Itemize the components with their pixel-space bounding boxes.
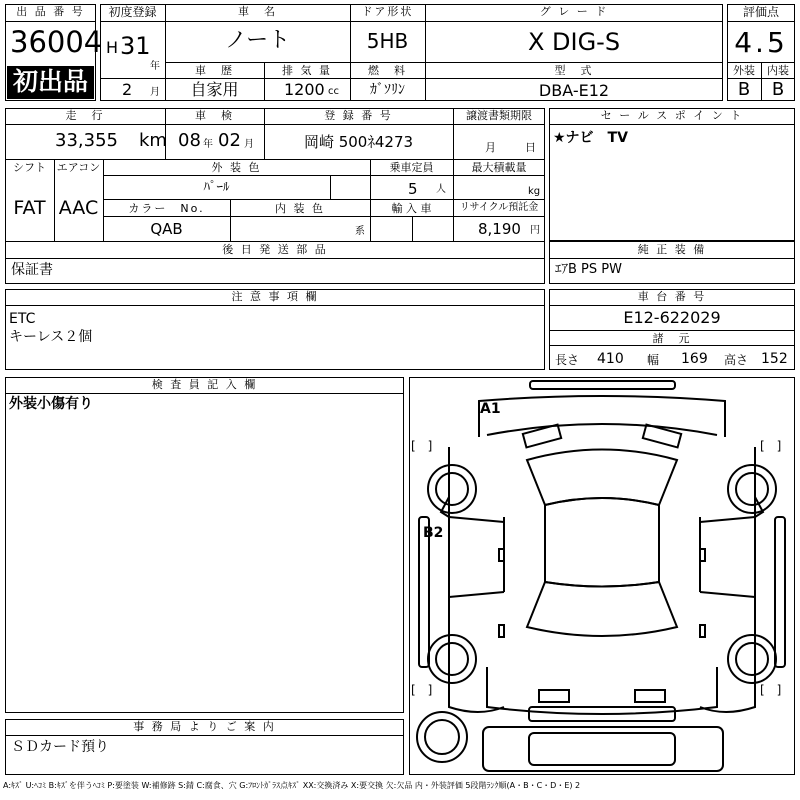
chassis-number: E12-622029 xyxy=(623,308,721,327)
transfer-month: 月 xyxy=(485,141,496,154)
first-listing-text: 初出品 xyxy=(12,67,88,96)
genuine-text: ｴｱB PS PW xyxy=(555,262,622,277)
first-reg-year: 31 xyxy=(120,32,151,60)
bracket-right-top: [ ] xyxy=(760,439,782,453)
displacement-unit: cc xyxy=(328,86,339,97)
recycle-unit: 円 xyxy=(530,225,540,236)
sales-point-label: セ ー ル ス ポ イ ン ト xyxy=(600,109,744,122)
genuine-label: 純 正 装 備 xyxy=(637,243,707,256)
office-text: ＳＤカード預り xyxy=(11,739,109,755)
length-label: 長さ xyxy=(555,353,580,367)
capacity: 5 xyxy=(408,180,418,198)
bracket-right-bottom: [ ] xyxy=(760,683,782,697)
mark-a1: A1 xyxy=(480,401,501,417)
damage-legend: A:ｷｽﾞ U:ﾍｺﾐ B:ｷｽﾞを伴うﾍｺﾐ P:要塗装 W:補修跡 S:錆 C:腐食、穴 G:ﾌﾛﾝﾄｶﾞﾗｽ点ｷｽﾞ XX:交換済み X:要交換 欠:欠品 内・外装評価 5段階ﾗﾝｸ順(A・B・C・D・E) 2 xyxy=(3,781,581,790)
door: 5HB xyxy=(366,29,409,53)
specs-label: 諸 元 xyxy=(652,332,692,345)
fuel: ｶﾞｿﾘﾝ xyxy=(370,82,405,98)
mileage: 33,355 xyxy=(55,130,118,151)
notes-line-2: キーレス２個 xyxy=(9,329,93,345)
height-label: 高さ xyxy=(724,353,749,367)
notes-label: 注 意 事 項 欄 xyxy=(231,290,319,303)
era: H xyxy=(106,38,119,57)
color-no: QAB xyxy=(150,220,183,238)
grade-label: グ レ ー ド xyxy=(539,5,609,18)
ac: AAC xyxy=(58,197,99,219)
displacement: 1200 xyxy=(284,80,325,99)
load-label: 最大積載量 xyxy=(471,161,527,174)
interior-grade: B xyxy=(771,79,785,100)
ext-color: ﾊﾟｰﾙ xyxy=(203,180,230,195)
mileage-unit: km xyxy=(139,130,167,151)
score: 4.5 xyxy=(734,26,788,59)
history: 自家用 xyxy=(190,80,239,99)
lot-number: 36004 xyxy=(10,25,103,59)
later-parts-text: 保証書 xyxy=(11,262,53,278)
bracket-left-top: [ ] xyxy=(411,439,433,453)
exterior-grade: B xyxy=(737,79,751,100)
office-label: 事 務 局 よ り ご 案 内 xyxy=(133,720,276,733)
history-label: 車 歴 xyxy=(195,64,234,77)
inspector-label: 検 査 員 記 入 欄 xyxy=(151,378,258,391)
height: 152 xyxy=(761,351,788,367)
year-unit: 年 xyxy=(150,61,160,72)
plate-label: 登 録 番 号 xyxy=(324,109,393,122)
interior-label: 内装 xyxy=(767,64,789,77)
inspector-text: 外装小傷有り xyxy=(9,396,93,412)
color-no-label: カラー No. xyxy=(128,202,205,215)
recycle: 8,190 xyxy=(478,220,521,238)
shift: FAT xyxy=(13,197,46,219)
width-label: 幅 xyxy=(647,353,660,367)
shift-label: シフト xyxy=(13,161,46,174)
capacity-unit: 人 xyxy=(436,184,446,195)
month-unit: 月 xyxy=(150,87,160,98)
sales-point-box xyxy=(549,108,795,241)
door-label: ドア形状 xyxy=(361,5,414,18)
load-unit: kg xyxy=(528,186,541,197)
bracket-left-bottom: [ ] xyxy=(411,683,433,697)
inspection-year: 08 xyxy=(178,130,201,151)
length: 410 xyxy=(597,351,624,367)
notes-line-1: ETC xyxy=(9,311,36,327)
inspector-box xyxy=(5,377,404,713)
int-color-label: 内 装 色 xyxy=(275,202,325,215)
transfer-label: 譲渡書類期限 xyxy=(466,109,532,122)
model: DBA-E12 xyxy=(538,81,610,100)
chassis-label: 車 台 番 号 xyxy=(637,290,707,303)
inspection-month: 02 xyxy=(218,130,241,151)
lot-label: 出 品 番 号 xyxy=(16,5,85,18)
inspection-year-unit: 年 xyxy=(203,139,213,150)
mileage-label: 走 行 xyxy=(65,109,105,122)
inspection-month-unit: 月 xyxy=(244,139,254,150)
grade: X DIG-S xyxy=(527,28,621,56)
ac-label: エアコン xyxy=(56,161,101,174)
capacity-label: 乗車定員 xyxy=(389,161,434,174)
int-color-suffix: 系 xyxy=(355,226,365,237)
model-label: 型 式 xyxy=(554,64,594,77)
score-label: 評価点 xyxy=(742,5,779,19)
car-outline-diagram xyxy=(409,377,795,775)
import-label: 輸 入 車 xyxy=(391,202,432,215)
car-name: ノート xyxy=(224,28,291,53)
sales-point-text: ★ナビ TV xyxy=(553,130,628,146)
car-name-label: 車 名 xyxy=(238,5,277,18)
recycle-label: リサイクル預託金 xyxy=(459,202,539,213)
width: 169 xyxy=(681,351,708,367)
plate: 岡崎 500ﾈ4273 xyxy=(303,133,414,151)
later-parts-label: 後 日 発 送 部 品 xyxy=(222,243,328,256)
fuel-label: 燃 料 xyxy=(368,64,407,77)
displacement-label: 排 気 量 xyxy=(282,64,332,77)
ext-color-label: 外 装 色 xyxy=(211,161,262,174)
mark-b2: B2 xyxy=(423,525,444,541)
first-reg-label: 初度登録 xyxy=(108,5,157,19)
first-reg-month: 2 xyxy=(122,80,133,99)
transfer-day: 日 xyxy=(525,141,536,154)
exterior-label: 外装 xyxy=(733,64,755,77)
inspection-label: 車 検 xyxy=(195,109,234,122)
